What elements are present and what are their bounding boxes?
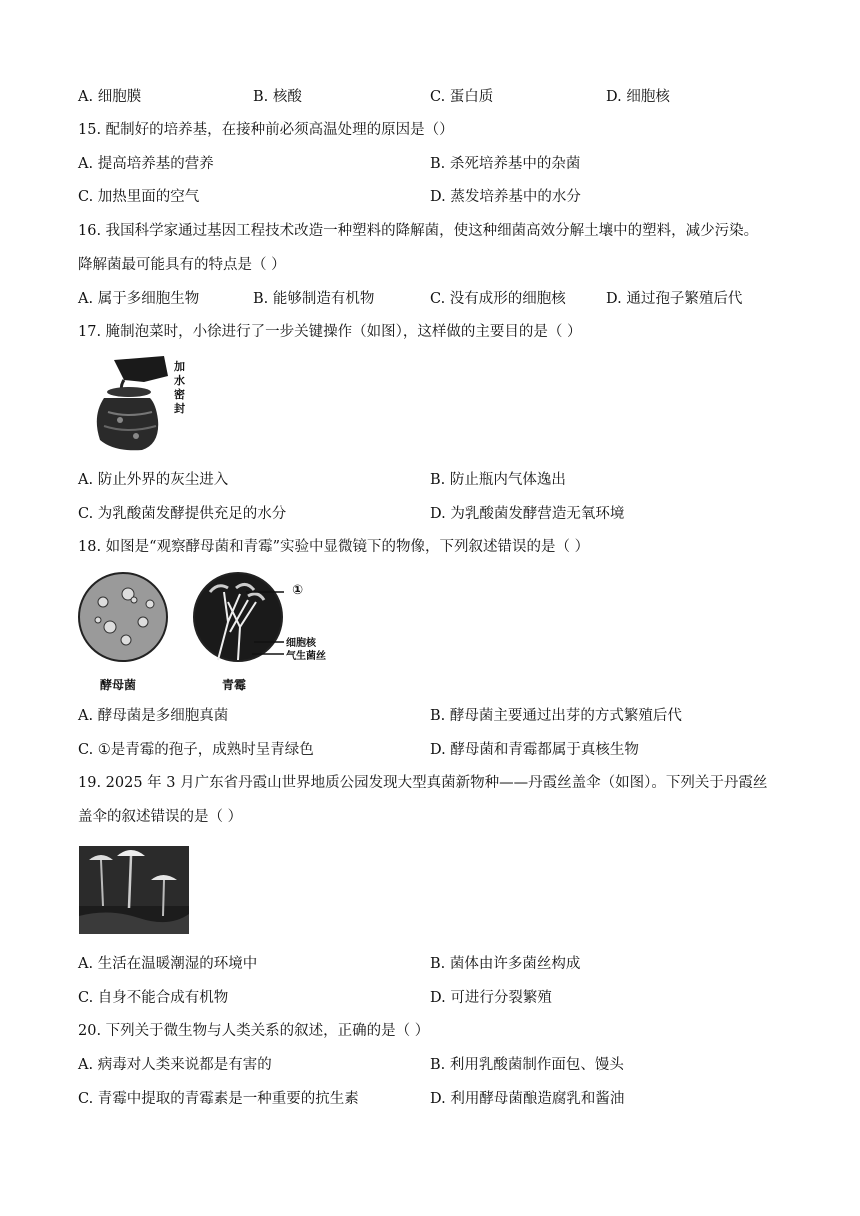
q15-option-a: A. 提高培养基的营养 — [78, 156, 214, 172]
q17-jar-figure — [84, 356, 194, 456]
q15-stem: 15. 配制好的培养基，在接种前必须高温处理的原因是（） — [78, 122, 454, 138]
q16-option-d: D. 通过孢子繁殖后代 — [606, 291, 743, 307]
q17-option-c: C. 为乳酸菌发酵提供充足的水分 — [78, 506, 287, 522]
q14-option-d: D. 细胞核 — [606, 89, 670, 105]
q16-stem-line1: 16. 我国科学家通过基因工程技术改造一种塑料的降解菌，使这种细菌高效分解土壤中的塑料，减少污染。 — [78, 223, 759, 239]
q20-option-b: B. 利用乳酸菌制作面包、馒头 — [430, 1057, 624, 1073]
q18-stem: 18. 如图是“观察酵母菌和青霉”实验中显微镜下的物像，下列叙述错误的是（ ） — [78, 539, 590, 555]
q17-figure-label-char: 加 — [174, 360, 185, 373]
mushroom-photo — [79, 846, 189, 934]
q18-yeast-caption: 酵母菌 — [100, 678, 137, 692]
q18-marker-label: ① — [292, 583, 304, 598]
q18-nucleus-label: 细胞核 — [286, 638, 316, 649]
q19-option-c: C. 自身不能合成有机物 — [78, 990, 229, 1006]
q17-stem: 17. 腌制泡菜时，小徐进行了一步关键操作（如图），这样做的主要目的是（ ） — [78, 324, 582, 340]
q19-stem-line2: 盖伞的叙述错误的是（ ） — [78, 809, 243, 825]
q20-option-d: D. 利用酵母菌酿造腐乳和酱油 — [430, 1091, 625, 1107]
q16-option-c: C. 没有成形的细胞核 — [430, 291, 566, 307]
q20-option-c: C. 青霉中提取的青霉素是一种重要的抗生素 — [78, 1091, 359, 1107]
q19-stem-line1: 19. 2025 年 3 月广东省丹霞山世界地质公园发现大型真菌新物种——丹霞丝盖伞（如图）。下列关于丹霞丝 — [78, 775, 768, 791]
q18-option-d: D. 酵母菌和青霉都属于真核生物 — [430, 742, 639, 758]
q17-figure-label — [174, 360, 185, 416]
q14-option-c: C. 蛋白质 — [430, 89, 494, 105]
q17-figure-label-char: 水 — [174, 374, 185, 387]
q16-option-b: B. 能够制造有机物 — [253, 291, 375, 307]
q17-figure-label-char: 封 — [174, 402, 185, 415]
q14-option-a: A. 细胞膜 — [78, 89, 142, 105]
q17-option-d: D. 为乳酸菌发酵营造无氧环境 — [430, 506, 625, 522]
q18-option-a: A. 酵母菌是多细胞真菌 — [78, 708, 229, 724]
q17-figure-label-char: 密 — [174, 388, 185, 401]
q20-option-a: A. 病毒对人类来说都是有害的 — [78, 1057, 272, 1073]
q16-stem-line2: 降解菌最可能具有的特点是（ ） — [78, 257, 286, 273]
q18-option-b: B. 酵母菌主要通过出芽的方式繁殖后代 — [430, 708, 682, 724]
q18-option-c: C. ①是青霉的孢子，成熟时呈青绿色 — [78, 742, 314, 758]
q19-option-b: B. 菌体由许多菌丝构成 — [430, 956, 581, 972]
q20-stem: 20. 下列关于微生物与人类关系的叙述，正确的是（ ） — [78, 1023, 430, 1039]
q19-option-d: D. 可进行分裂繁殖 — [430, 990, 552, 1006]
q19-mushroom-figure — [79, 846, 189, 934]
q15-option-c: C. 加热里面的空气 — [78, 189, 200, 205]
q18-mold-caption: 青霉 — [222, 678, 247, 692]
q15-option-d: D. 蒸发培养基中的水分 — [430, 189, 581, 205]
q17-option-b: B. 防止瓶内气体逸出 — [430, 472, 566, 488]
q17-option-a: A. 防止外界的灰尘进入 — [78, 472, 229, 488]
q15-option-b: B. 杀死培养基中的杂菌 — [430, 156, 581, 172]
q18-microscope-figure — [78, 572, 348, 697]
q16-option-a: A. 属于多细胞生物 — [78, 291, 200, 307]
q18-hyphae-label: 气生菌丝 — [286, 651, 326, 662]
q14-option-b: B. 核酸 — [253, 89, 302, 105]
q19-option-a: A. 生活在温暖潮湿的环境中 — [78, 956, 258, 972]
